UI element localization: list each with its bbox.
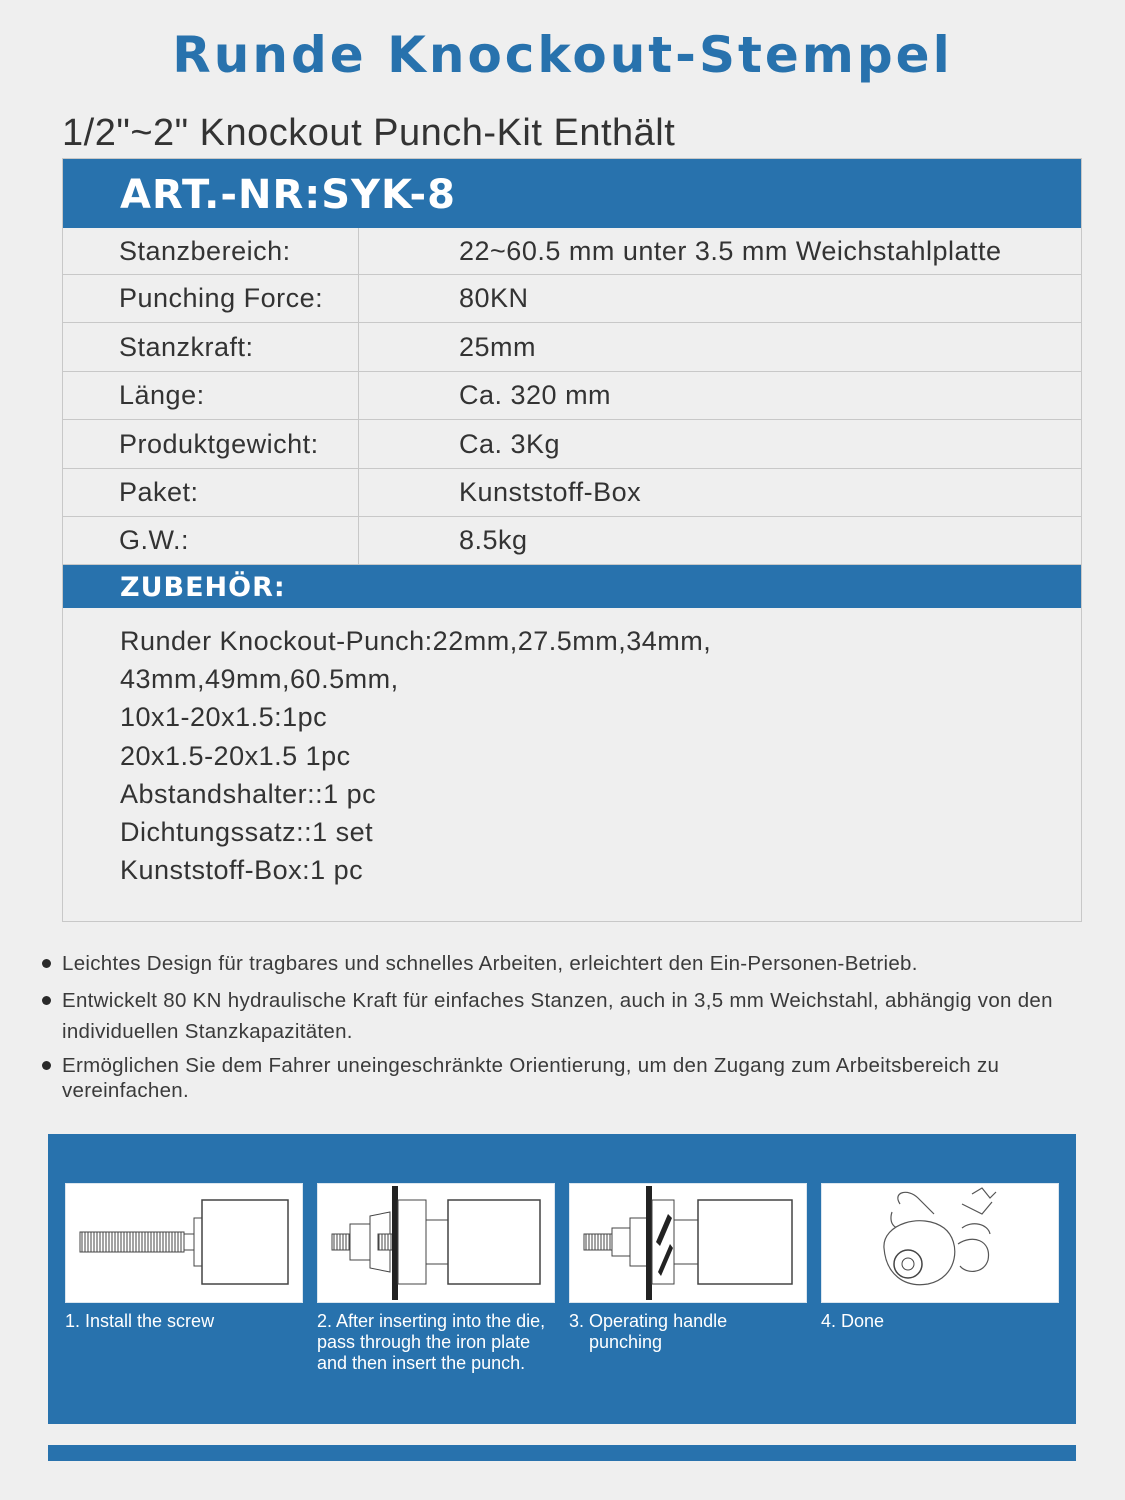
step-caption: 1. Install the screw [65, 1311, 215, 1331]
step-caption: 4. Done [821, 1311, 885, 1331]
step-caption: 2. After inserting into the die, pass through the iron plate and then insert the punch. [317, 1311, 546, 1373]
spec-row-punching-force [63, 275, 1081, 323]
accessory-line: Abstandshalter::1 pc [120, 778, 377, 809]
spec-key: Paket: [63, 469, 359, 516]
footer-bar [48, 1445, 1076, 1461]
spec-value: Kunststoff-Box [459, 477, 642, 507]
done-illustration [821, 1183, 1059, 1303]
accessory-line: 43mm,49mm,60.5mm, [120, 664, 399, 695]
page-title: Runde Knockout-Stempel [172, 26, 953, 84]
spec-key: Länge: [63, 372, 359, 419]
spec-value: Ca. 320 mm [459, 380, 612, 410]
spec-key: Punching Force: [63, 275, 359, 322]
step-1 [65, 1183, 303, 1332]
feature-list [38, 948, 1088, 1109]
feature-item: Ermöglichen Sie dem Fahrer uneingeschränkte Orientierung, um den Zugang zum Arbeitsbereich zu vereinfachen. [38, 1053, 1088, 1103]
spec-key: Produktgewicht: [63, 420, 359, 468]
article-number: ART.-NR:SYK-8 [63, 159, 1081, 228]
spec-row-stanzkraft [63, 323, 1081, 372]
spec-value: 80KN [459, 283, 529, 313]
step-3 [569, 1183, 807, 1353]
spec-value: 8.5kg [459, 525, 528, 555]
bullet-icon [42, 959, 51, 968]
usage-steps-panel [48, 1134, 1076, 1424]
accessories-header: ZUBEHÖR: [63, 565, 1081, 608]
spec-row-stanzbereich [63, 228, 1081, 275]
accessory-line: 10x1-20x1.5:1pc [120, 702, 328, 733]
spec-row-laenge [63, 372, 1081, 420]
accessory-line: 20x1.5-20x1.5 1pc [120, 740, 351, 771]
spec-value: Ca. 3Kg [459, 428, 561, 459]
spec-row-produktgewicht [63, 420, 1081, 469]
accessory-line: Kunststoff-Box:1 pc [120, 855, 364, 886]
kit-subtitle: 1/2"~2" Knockout Punch-Kit Enthält [62, 112, 676, 154]
step-2 [317, 1183, 555, 1374]
spec-value: 22~60.5 mm unter 3.5 mm Weichstahlplatte [459, 235, 1002, 266]
accessory-line: Dichtungssatz::1 set [120, 817, 374, 848]
spec-key: Stanzkraft: [63, 323, 359, 371]
feature-item: Entwickelt 80 KN hydraulische Kraft für einfaches Stanzen, auch in 3,5 mm Weichstahl, abhängig von den individuellen Stanzkapazitäten. [38, 985, 1088, 1047]
operate-handle-illustration [569, 1183, 807, 1303]
step-4 [821, 1183, 1059, 1332]
step-caption: 3. Operating handle punching [569, 1311, 728, 1352]
bullet-icon [42, 996, 51, 1005]
accessory-line: Runder Knockout-Punch:22mm,27.5mm,34mm, [120, 626, 712, 656]
accessories-list [63, 608, 1081, 921]
install-screw-illustration [65, 1183, 303, 1303]
insert-die-illustration [317, 1183, 555, 1303]
spec-table [62, 158, 1082, 922]
feature-item: Leichtes Design für tragbares und schnelles Arbeiten, erleichtert den Ein-Personen-Betrieb. [38, 948, 1088, 979]
spec-value: 25mm [459, 331, 537, 362]
spec-key: G.W.: [63, 517, 359, 564]
spec-row-gw [63, 517, 1081, 565]
spec-key: Stanzbereich: [63, 228, 359, 274]
spec-row-paket [63, 469, 1081, 517]
bullet-icon [42, 1061, 51, 1070]
